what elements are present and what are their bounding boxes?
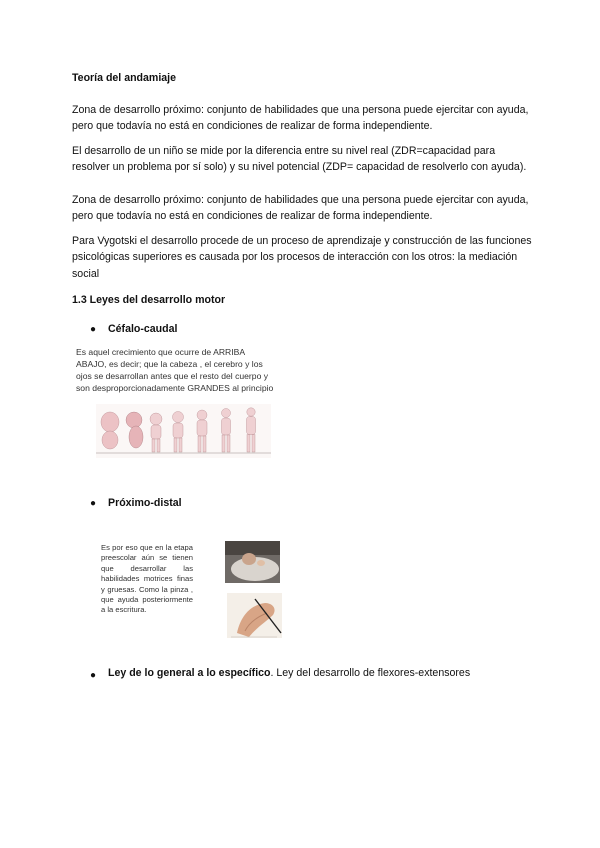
section-title: 1.3 Leyes del desarrollo motor bbox=[72, 294, 226, 306]
bullet-ley-rest: . Ley del desarrollo de flexores-extensores bbox=[270, 667, 471, 679]
child-drawing-photo bbox=[225, 541, 280, 583]
bullet-ley-label: Ley de lo general a lo específico bbox=[108, 667, 271, 679]
proximo-distal-text: Es por eso que en la etapa preescolar aún se tienen que desarrollar las habilidades motrices finas y gruesas. Como la pinza , que ayuda posteriormente a la escritura. bbox=[101, 543, 193, 615]
cefalo-caudal-caption: Es aquel crecimiento que ocurre de ARRIBA ABAJO, es decir; que la cabeza , el cerebro y los ojos se desarrollan antes que el resto del cuerpo y son desproporcionadamente GRANDES al principio bbox=[76, 347, 274, 393]
bullet-proximo-distal: Próximo-distal bbox=[108, 497, 182, 509]
bullet-ley-general-especifico bbox=[108, 665, 548, 681]
bullet-icon: ● bbox=[90, 324, 97, 335]
bullet-icon: ● bbox=[90, 670, 97, 681]
hand-writing-photo bbox=[227, 593, 282, 638]
page-heading: Teoría del andamiaje bbox=[72, 72, 177, 84]
paragraph-desarrollo-nino: El desarrollo de un niño se mide por la diferencia entre su nivel real (ZDR=capacidad para resolver un problema por sí solo) y su nivel potencial (ZDP= capacidad de resolverlo con ayuda). bbox=[72, 145, 527, 174]
bullet-cefalo-caudal: Céfalo-caudal bbox=[108, 323, 178, 335]
paragraph-zona-desarrollo-1: Zona de desarrollo próximo: conjunto de habilidades que una persona puede ejercitar con ayuda, pero que todavía no está en condiciones de realizar de forma independiente. bbox=[72, 104, 529, 133]
paragraph-vygotski: Para Vygotski el desarrollo procede de un proceso de aprendizaje y construcción de las funciones psicológicas superiores es causada por los procesos de interacción con los otros: la mediación social bbox=[72, 235, 532, 280]
fetal-growth-figures bbox=[96, 404, 271, 458]
bullet-icon: ● bbox=[90, 498, 97, 509]
paragraph-zona-desarrollo-2: Zona de desarrollo próximo: conjunto de habilidades que una persona puede ejercitar con ayuda, pero que todavía no está en condiciones de realizar de forma independiente. bbox=[72, 194, 529, 223]
